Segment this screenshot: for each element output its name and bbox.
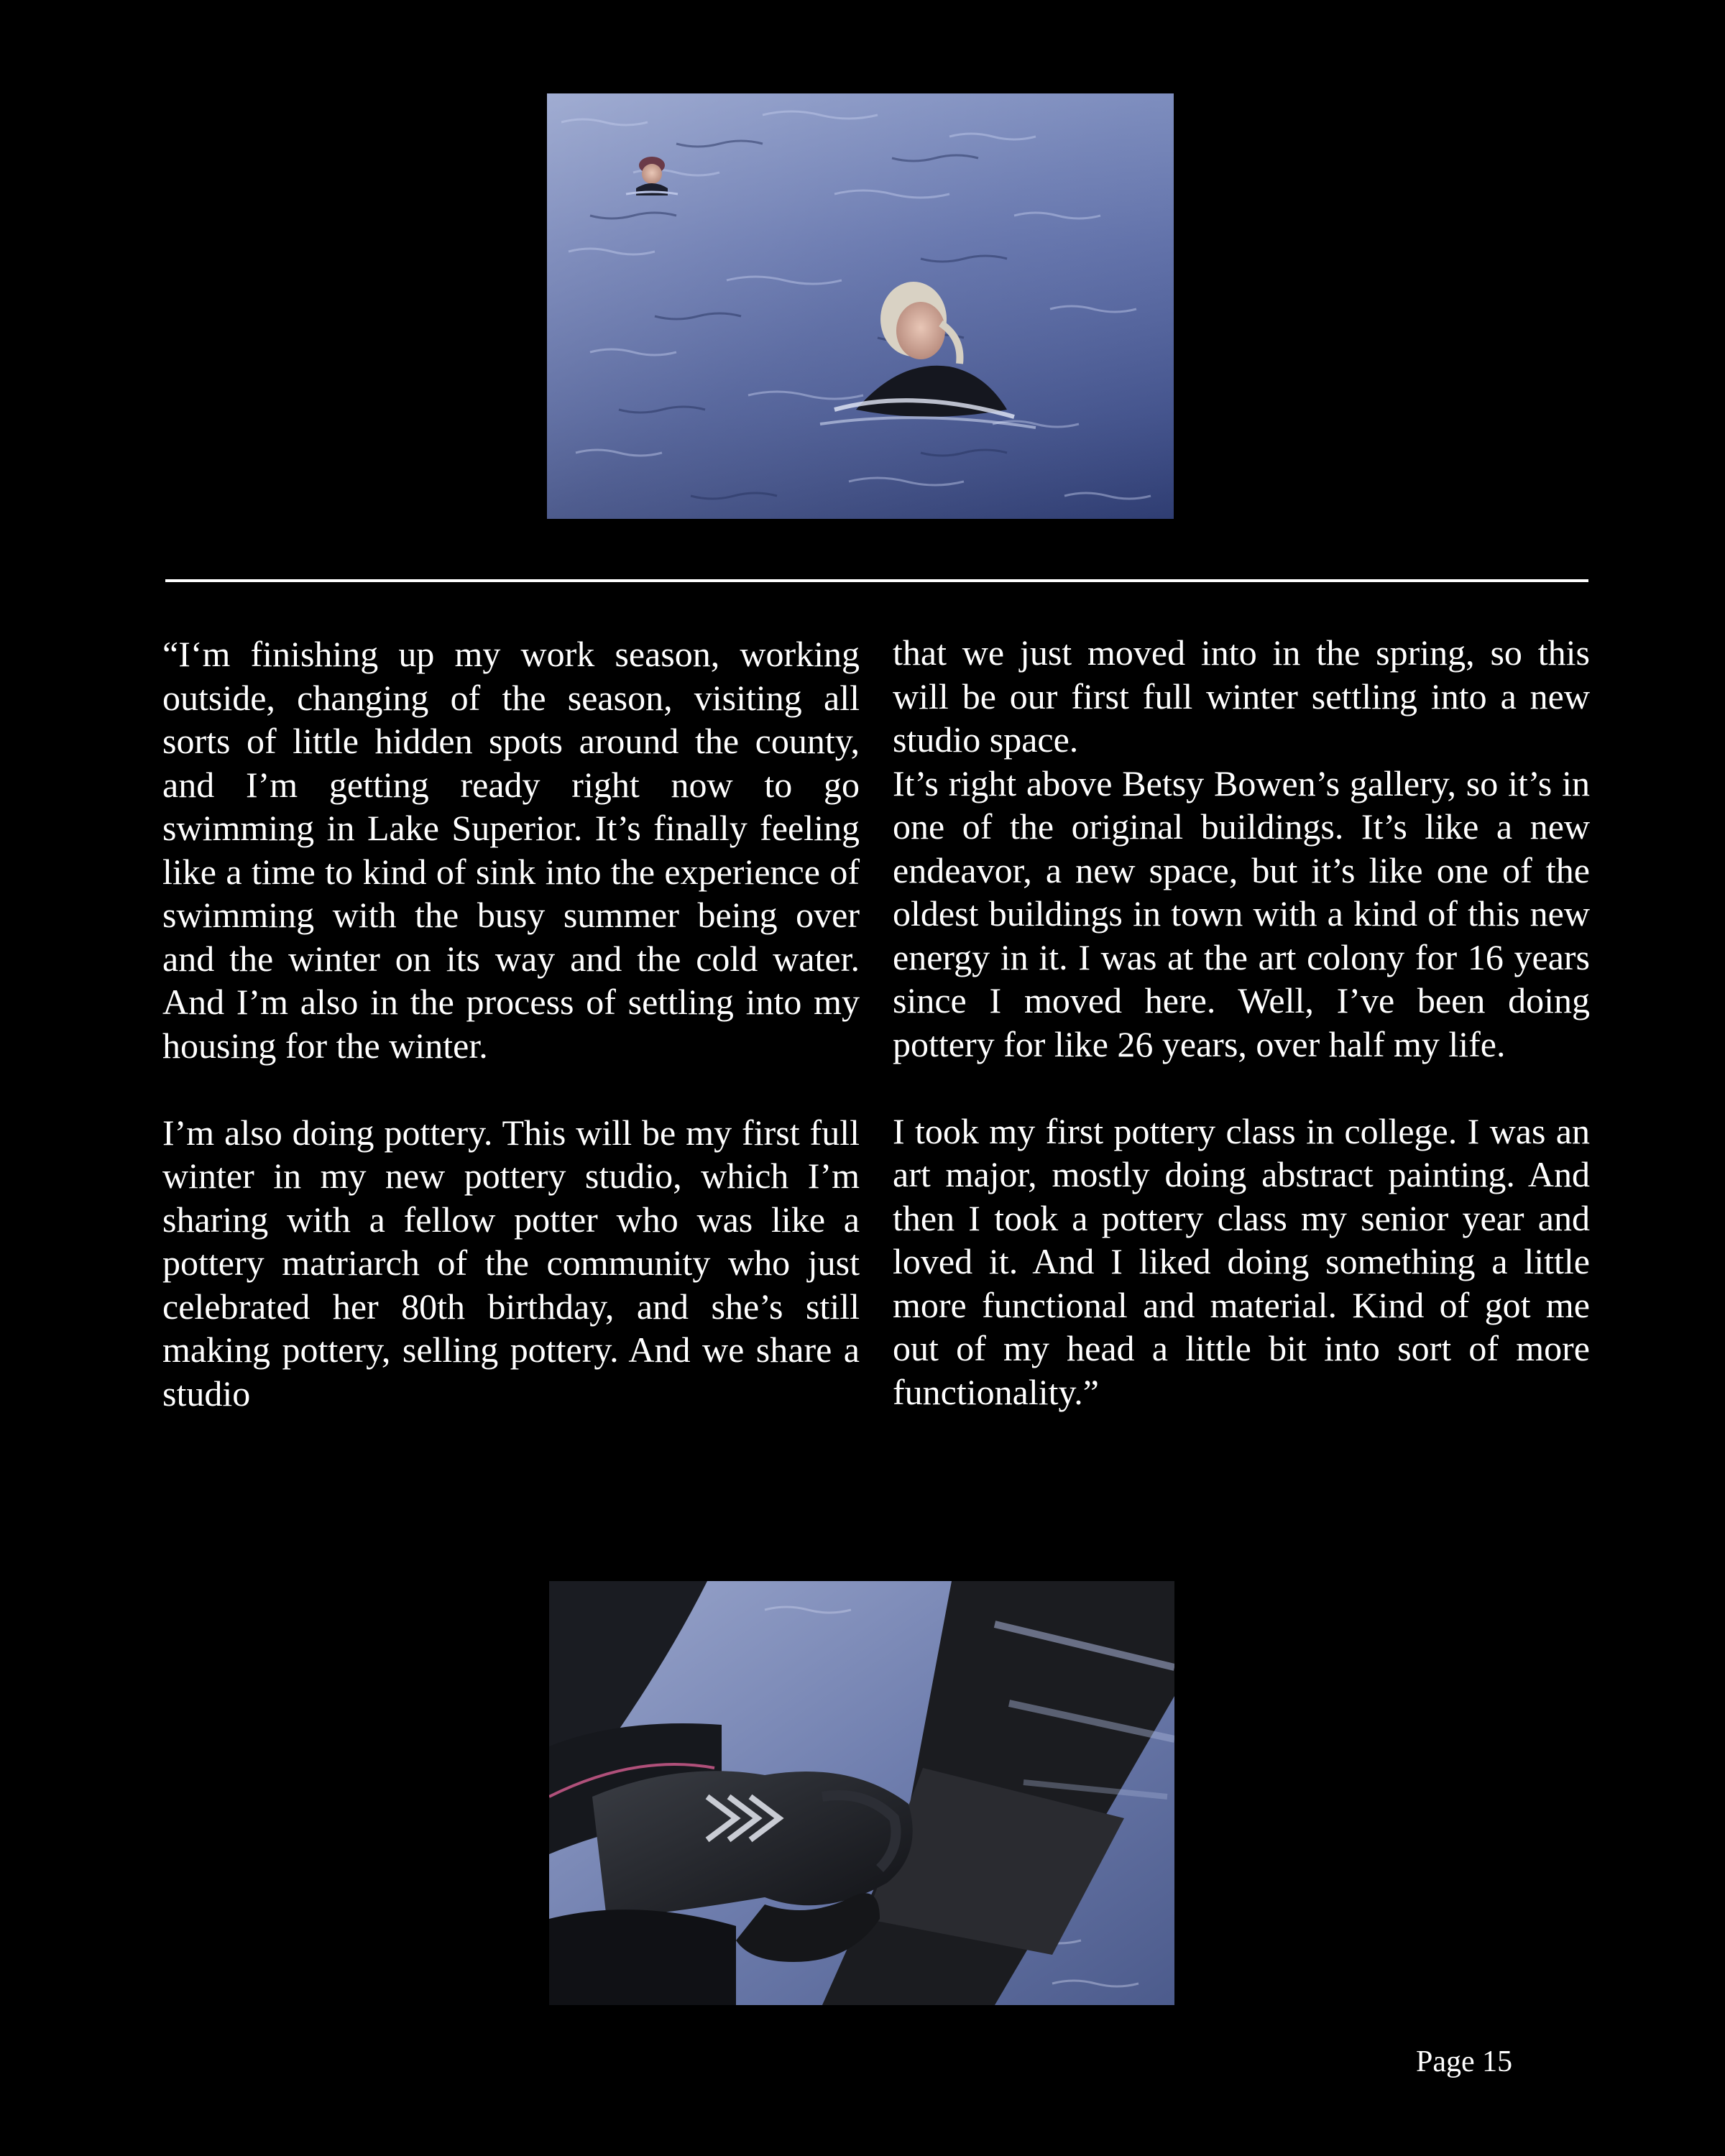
article-paragraph: I’m also doing pottery. This will be my first full winter in my new pottery studio, which I’m sharing with a fellow potter who was like a pottery matriarch of the community who just celebrated her 80th birthday, and she’s still making pottery, selling pottery. And we share a studio bbox=[162, 1112, 860, 1414]
horizontal-divider bbox=[165, 579, 1588, 582]
gloved-hands-fins-image bbox=[549, 1581, 1174, 2005]
photo-swimmers-in-lake bbox=[547, 93, 1174, 519]
article-paragraph: I took my first pottery class in college. I was an art major, mostly doing abstract painting. And then I took a pottery class my senior year and loved it. And I liked doing something a little more functional and material. Kind of got me out of my head a little bit into sort of more functionality.” bbox=[893, 1110, 1590, 1412]
article-paragraph: that we just moved into in the spring, so this will be our first full winter settling into a new studio space. bbox=[893, 632, 1590, 760]
article-paragraph: It’s right above Betsy Bowen’s gallery, so it’s in one of the original buildings. It’s like a new endeavor, a new space, but it’s like one of the oldest buildings in town with a kind of this new energy in it. I was at the art colony for 16 years since I moved here. Well, I’ve been doing pottery for like 26 years, over half my life. bbox=[893, 763, 1590, 1064]
article-paragraph: “I‘m finishing up my work season, working outside, changing of the season, visiting all sorts of little hidden spots around the county, and I’m getting ready right now to go swimming in Lake Superior. It’s finally feeling like a time to kind of sink into the experience of swimming with the busy summer being over and the winter on its way and the cold water. And I’m also in the process of settling into my housing for the winter. bbox=[162, 634, 860, 1066]
swimmers-lake-image bbox=[547, 93, 1174, 519]
page-number: Page 15 bbox=[1416, 2045, 1513, 2078]
article-column-right bbox=[893, 631, 1590, 1414]
photo-gloved-hands-with-fins bbox=[549, 1581, 1174, 2005]
article-column-left bbox=[162, 632, 860, 1415]
